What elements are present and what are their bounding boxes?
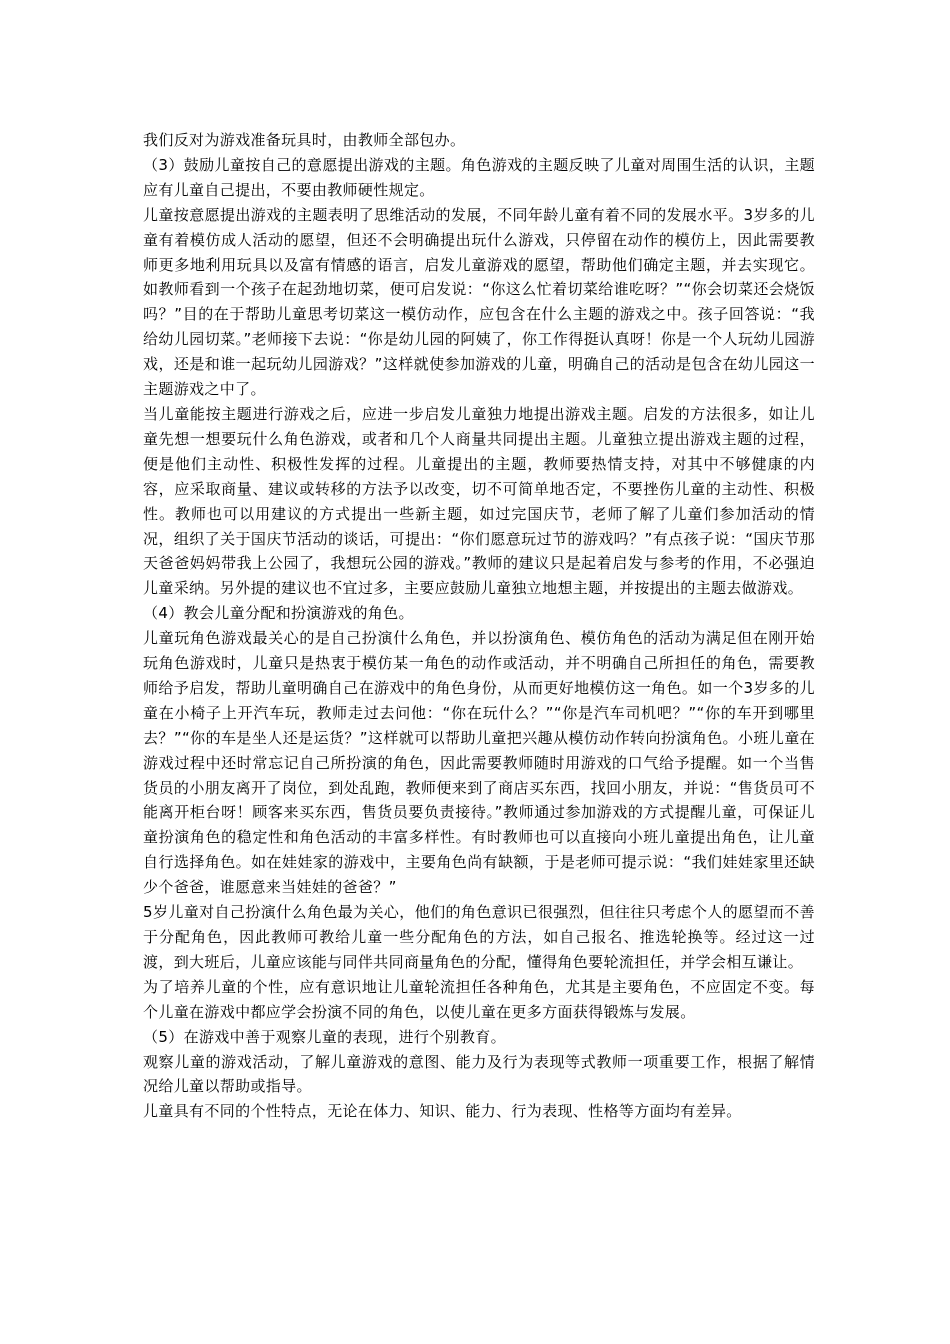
- paragraph-1: 我们反对为游戏准备玩具时，由教师全部包办。: [143, 131, 466, 149]
- paragraph-9: （5）在游戏中善于观察儿童的表现，进行个别教育。: [143, 1027, 506, 1046]
- paragraph-6: 儿童玩角色游戏最关心的是自己扮演什么角色，并以扮演角色、模仿角色的活动为满足但在刚开始玩角色游戏时，儿童只是热衷于模仿某一角色的动作或活动，并不明确自己所担任的角色，需要教师给予启发，帮助儿童明确自己在游戏中的角色身份，从而更好地模仿这一角色。如一个3岁多的儿童在小椅子上开汽车玩，教师走过去问他：“你在玩什么？”“你是汽车司机吧？”“你的车开到哪里去？”“你的车是坐人还是运货？”这样就可以帮助儿童把兴趣从模仿动作转向扮演角色。小班儿童在游戏过程中还时常忘记自己所扮演的角色，因此需要教师随时用游戏的口气给予提醒。如一个当售货员的小朋友离开了岗位，到处乱跑，教师便来到了商店买东西，找回小朋友，并说：“售货员可不能离开柜台呀！顾客来买东西，售货员要负责接待。”教师通过参加游戏的方式提醒儿童，可保证儿童扮演角色的稳定性和角色活动的丰富多样性。有时教师也可以直接向小班儿童提出角色，让儿童自行选择角色。如在娃娃家的游戏中，主要角色尚有缺额，于是老师可提示说：“我们娃娃家里还缺少个爸爸，谁愿意来当娃娃的爸爸？”: [143, 629, 815, 897]
- paragraph-11: 儿童具有不同的个性特点，无论在体力、知识、能力、行为表现、性格等方面均有差异。: [143, 1102, 742, 1121]
- paragraph-10: 观察儿童的游戏活动，了解儿童游戏的意图、能力及行为表现等式教师一项重要工作，根据了解情况给儿童以帮助或指导。: [143, 1052, 815, 1096]
- paragraph-7: 5岁儿童对自己扮演什么角色最为关心，他们的角色意识已很强烈，但往往只考虑个人的愿望而不善于分配角色，因此教师可教给儿童一些分配角色的方法，如自己报名、推选轮换等。经过这一过渡，到大班后，儿童应该能与同伴共同商量角色的分配，懂得角色要轮流担任，并学会相互谦让。: [143, 903, 815, 971]
- paragraph-4: 当儿童能按主题进行游戏之后，应进一步启发儿童独力地提出游戏主题。启发的方法很多，如让儿童先想一想要玩什么角色游戏，或者和几个人商量共同提出主题。儿童独立提出游戏主题的过程，便是他们主动性、积极性发挥的过程。儿童提出的主题，教师要热情支持，对其中不够健康的内容，应采取商量、建议或转移的方法予以改变，切不可简单地否定，不要挫伤儿童的主动性、积极性。教师也可以用建议的方式提出一些新主题，如过完国庆节，老师了解了儿童们参加活动的情况，组织了关于国庆节活动的谈话，可提出：“你们愿意玩过节的游戏吗？”有点孩子说：“国庆节那天爸爸妈妈带我上公园了，我想玩公园的游戏。”教师的建议只是起着启发与参考的作用，不必强迫儿童采纳。另外提的建议也不宜过多，主要应鼓励儿童独立地想主题，并按提出的主题去做游戏。: [143, 404, 815, 598]
- paragraph-2: （3）鼓励儿童按自己的意愿提出游戏的主题。角色游戏的主题反映了儿童对周围生活的认识，主题应有儿童自己提出，不要由教师硬性规定。: [143, 155, 815, 199]
- paragraph-8: 为了培养儿童的个性，应有意识地让儿童轮流担任各种角色，尤其是主要角色，不应固定不变。每个儿童在游戏中都应学会扮演不同的角色，以使儿童在更多方面获得锻炼与发展。: [143, 977, 815, 1021]
- document-body: [143, 128, 815, 1124]
- paragraph-3: 儿童按意愿提出游戏的主题表明了思维活动的发展，不同年龄儿童有着不同的发展水平。3岁多的儿童有着模仿成人活动的愿望，但还不会明确提出玩什么游戏，只停留在动作的模仿上，因此需要教师更多地利用玩具以及富有情感的语言，启发儿童游戏的愿望，帮助他们确定主题，并去实现它。如教师看到一个孩子在起劲地切菜，便可启发说：“你这么忙着切菜给谁吃呀？”“你会切菜还会烧饭吗？”目的在于帮助儿童思考切菜这一模仿动作，应包含在什么主题的游戏之中。孩子回答说：“我给幼儿园切菜。”老师接下去说：“你是幼儿园的阿姨了，你工作得挺认真呀！你是一个人玩幼儿园游戏，还是和谁一起玩幼儿园游戏？”这样就使参加游戏的儿童，明确自己的活动是包含在幼儿园这一主题游戏之中了。: [143, 205, 815, 399]
- paragraph-5: （4）教会儿童分配和扮演游戏的角色。: [143, 604, 414, 623]
